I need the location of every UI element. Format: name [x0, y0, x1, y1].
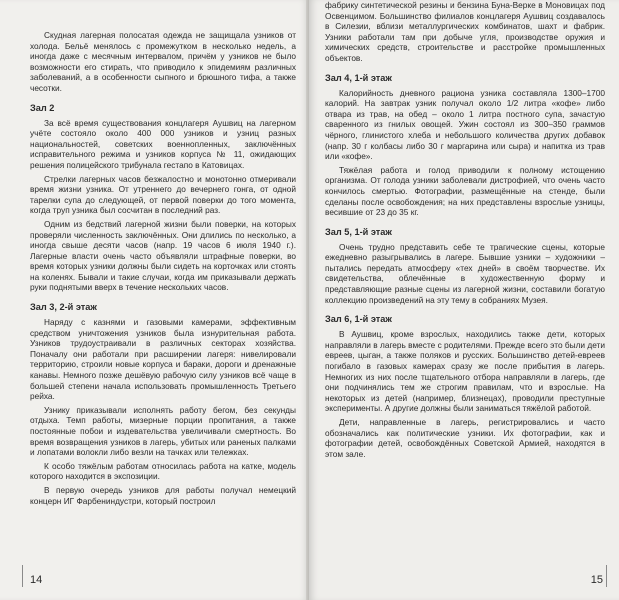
paragraph: За всё время существования концлагеря Аушвиц на лагерном учёте состояло около 400 000 узников и узниц разных национальностей, советских военнопленных, заключённых исправительного режима и узников корпуса № 11, ожидающих решения полицейского трибунала гестапо в Катовицах.: [30, 117, 296, 170]
section-heading-zal-4: Зал 4, 1-й этаж: [325, 72, 392, 83]
paragraph: Очень трудно представить себе те трагические сцены, которые ежедневно разыгрывались в лагере. Бывшие узники – художники – пытались передать атмосферу «тех дней» в своём творчестве. Их свидетельства, облечённые в художественную форму и представляющие разные сцены из лагерной жизни, составили богатую коллекцию произведений на эту тему в собраниях Музея.: [325, 241, 605, 305]
paragraph: Стрелки лагерных часов безжалостно и монотонно отмеривали время жизни узника. От утреннего до вечернего гонга, от одной тарелки супа до следующей, от первой поверки до того момента, когда труп узника был сосчитан в последний раз.: [30, 173, 296, 216]
page-number-left: 14: [30, 574, 43, 586]
paragraph: Калорийность дневного рациона узника составляла 1300–1700 калорий. На завтрак узник получал около 1/2 литра «кофе» либо отвара из трав, на обед – около 1 литра постного супа, зачастую сваренного из гнилых овощей. Ужин состоял из 300–350 граммов чёрного, глинистого хлеба и небольшого количества других добавок (напр. 30 г колбасы либо 30 г маргарина или сыра) и напитка из трав или «кофе».: [325, 87, 605, 162]
paragraph-continued: фабрику синтетической резины и бензина Буна-Верке в Моновицах под Освенцимом. Большинство филиалов концлагеря Аушвиц создавалось в Силезии, вблизи металлургических комбинатов, шахт и фабрик. Узники работали там при добыче угля, производстве оружия и химических средств, строительстве и расстройке промышленных объектов.: [325, 0, 605, 63]
section-heading-zal-3: Зал 3, 2-й этаж: [30, 302, 97, 313]
paragraph: К особо тяжёлым работам относилась работа на катке, модель которого находится в экспозиции.: [30, 460, 296, 482]
page-number-right: 15: [590, 574, 603, 586]
section-heading-zal-6: Зал 6, 1-й этаж: [325, 314, 392, 325]
paragraph: Дети, направленные в лагерь, регистрировались и часто обозначались как политические узники. Их фотографии, как и фотографии детей, освобождённых Советской Армией, находятся в этом зале.: [325, 417, 605, 459]
paragraph: Одним из бедствий лагерной жизни были поверки, на которых проверяли численность заключённых. Они длились по несколько, а иногда свыше десяти часов (напр. 19 часов 6 июля 1940 г.). Лагерные власти очень часто объявляли штрафные поверки, во время которых узники должны были сидеть на корточках или стоять на коленях. Бывали и такие случаи, когда им приказывали держать руки поднятыми вверх в течение нескольких часов.: [30, 218, 296, 293]
margin-rule: [606, 565, 607, 587]
paragraph: В Аушвиц, кроме взрослых, находились также дети, которых направляли в лагерь вместе с родителями. Прежде всего это были дети евреев, цыган, а также поляков и русских. Большинство детей-евреев погибало в газовых камерах сразу же после прибытия в лагерь. Немногих из них после тщательного отбора направляли в лагерь, где они подчинялись тем же строгим правилам, что и взрослые. На некоторых из детей (например, близнецах), проводили преступные эксперименты. А другие должны были заниматься тяжёлой работой.: [325, 329, 605, 414]
section-heading-zal-5: Зал 5, 1-й этаж: [325, 226, 392, 237]
left-page: [0, 0, 309, 600]
margin-rule: [22, 565, 23, 587]
paragraph: В первую очередь узников для работы получал немецкий концерн ИГ Фарбениндустри, который построил: [30, 484, 296, 506]
paragraph: Узнику приказывали исполнять работу бегом, без секунды отдыха. Темп работы, мизерные порции пропитания, а также постоянные побои и издевательства увеличивали смертность. Во время возвращения узников в лагерь, убитых или раненых палками и лопатами волокли либо везли на тачках или тележках.: [30, 404, 296, 458]
paragraph: Наряду с казнями и газовыми камерами, эффективным средством уничтожения узников была изнурительная работа. Узников трудоустраивали в различных секторах хозяйства. Поначалу они работали при расширении лагеря: нивелировали территорию, строили новые корпуса и бараки, дороги и дренажные канавы. Немного позже дешёвую рабочую силу узников всё чаще в большей степени начала использовать промышленность Третьего рейха.: [30, 317, 296, 402]
paragraph: Тяжёлая работа и голод приводили к полному истощению организма. От голода узники заболевали дистрофией, что очень часто кончилось смертью. Фотографии, размещённые на стенде, были сделаны после освобождения; на них представлены взрослые узницы, весившие от 23 до 35 кг.: [325, 164, 605, 218]
paragraph: Скудная лагерная полосатая одежда не защищала узников от холода. Бельё менялось с промежутком в несколько недель, а иногда даже с месячным интервалом, причём у узников не было возможности его стирать, что приводило к эпидемиям различных заболеваний, а в особенности сыпного и брюшного тифа, а также чесотки.: [30, 30, 296, 93]
section-heading-zal-2: Зал 2: [30, 102, 55, 113]
right-page: [309, 0, 619, 600]
